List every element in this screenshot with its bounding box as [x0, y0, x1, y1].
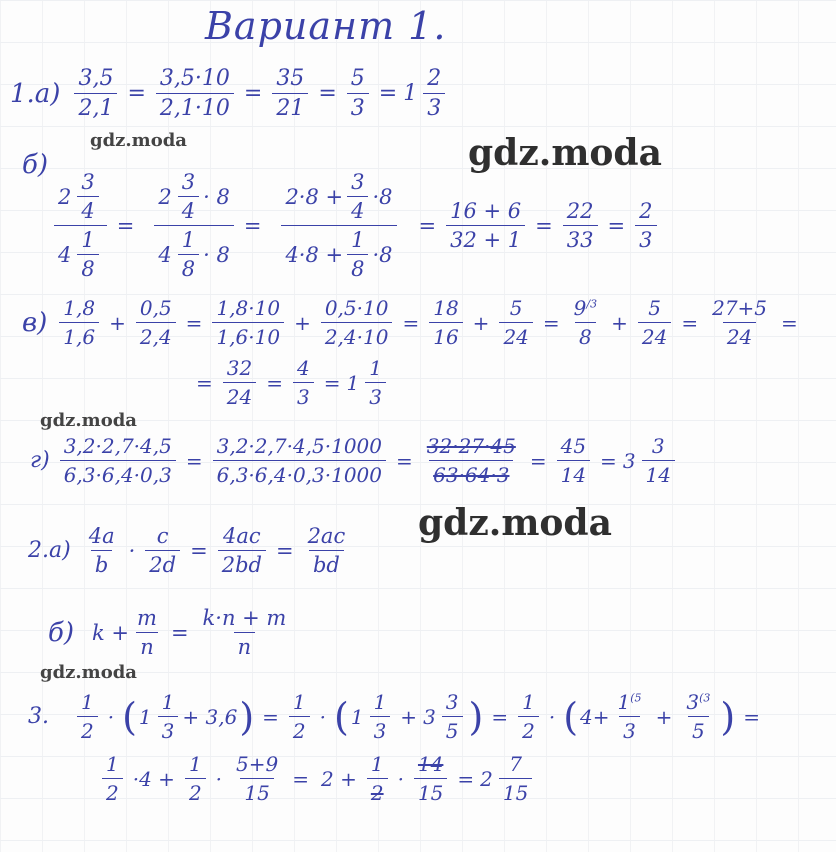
- whole-part: 1: [350, 704, 364, 729]
- problem-3-line2: [98, 752, 536, 805]
- fraction: [74, 66, 117, 121]
- denominator: 6,3·6,4·0,3·1000: [213, 460, 386, 487]
- watermark: gdz.moda: [90, 130, 187, 151]
- multiply-sign: ·: [107, 704, 115, 729]
- numerator: 1: [181, 228, 196, 252]
- numerator: 3: [351, 170, 365, 194]
- fraction: [212, 296, 284, 349]
- equals-sign: =: [323, 370, 341, 395]
- denominator: 4: [178, 196, 199, 223]
- equals-sign: =: [542, 310, 560, 335]
- fraction: [614, 690, 646, 743]
- equals-sign: =: [402, 310, 420, 335]
- mixed-number: [480, 752, 536, 805]
- numerator: 27+5: [712, 296, 768, 320]
- plus-sign: +: [472, 310, 490, 335]
- fraction: [563, 199, 598, 252]
- denominator: 1,6·10: [212, 322, 284, 349]
- numerator: 3,2·2,7·4,5: [63, 434, 172, 458]
- fraction: [102, 752, 123, 805]
- multiply-sign: ·: [319, 704, 326, 729]
- denominator: 21: [272, 93, 308, 121]
- equals-sign: =: [743, 704, 760, 729]
- numerator: 3: [445, 690, 459, 714]
- label-1g: г): [30, 448, 50, 473]
- expression-part: ·8: [372, 184, 393, 209]
- denominator: 3: [423, 93, 445, 121]
- fraction: [213, 434, 386, 487]
- fraction: [59, 296, 99, 349]
- equals-sign: =: [378, 81, 398, 106]
- numerator: 4ac: [223, 524, 261, 548]
- open-paren: (: [563, 694, 579, 739]
- fraction: [557, 434, 590, 487]
- fraction: [499, 296, 532, 349]
- multiply-sign: ·: [128, 538, 136, 563]
- denominator: 2,1: [74, 93, 117, 121]
- fraction: [154, 170, 233, 281]
- equals-sign: =: [190, 538, 208, 563]
- equals-sign: =: [170, 620, 189, 645]
- fraction: [185, 752, 206, 805]
- whole-part: 2: [58, 184, 72, 209]
- numerator: 45: [560, 434, 587, 458]
- whole-part: 1: [403, 81, 418, 106]
- equals-sign: =: [292, 766, 310, 791]
- label-1b: б): [22, 150, 49, 180]
- multiply-sign: ·: [548, 704, 556, 729]
- equals-sign: =: [491, 704, 509, 729]
- numerator: 14: [417, 752, 444, 776]
- fraction: [423, 434, 520, 487]
- reduction-mark: /3: [586, 297, 598, 311]
- open-paren: (: [122, 694, 137, 739]
- label-1a: 1.а): [10, 78, 61, 109]
- denominator: 32 + 1: [446, 225, 525, 252]
- open-paren: (: [334, 694, 349, 739]
- close-paren: ): [468, 694, 484, 739]
- numerator: 1: [522, 690, 535, 714]
- numerator: 1: [617, 690, 631, 714]
- denominator: 2d: [145, 550, 180, 577]
- numerator: 16 + 6: [450, 199, 522, 223]
- numerator: 2: [639, 199, 653, 223]
- numerator: 5+9: [236, 752, 279, 776]
- page-title: Вариант 1.: [205, 4, 447, 48]
- equals-sign: =: [243, 213, 262, 238]
- equals-sign: =: [127, 81, 146, 106]
- denominator: 2: [367, 778, 388, 805]
- denominator: 24: [223, 382, 256, 409]
- numerator: 9: [573, 296, 587, 320]
- whole-part: 3: [423, 704, 436, 729]
- equals-sign: =: [535, 213, 553, 238]
- denominator: 2,1·10: [156, 93, 234, 121]
- problem-1b: [50, 170, 661, 281]
- whole-part: 2: [158, 184, 172, 209]
- fraction: [133, 606, 161, 659]
- mixed-number: [351, 690, 394, 743]
- numerator: 35: [276, 66, 305, 91]
- denominator: 15: [499, 778, 532, 805]
- whole-part: 4: [158, 242, 172, 267]
- numerator: 1: [351, 228, 365, 252]
- numerator: 1: [369, 356, 382, 380]
- numerator: 1,8·10: [216, 296, 281, 320]
- denominator: 2,4: [136, 322, 176, 349]
- numerator: 1: [373, 690, 387, 714]
- equals-sign: =: [116, 213, 135, 238]
- whole-part: 4: [58, 242, 72, 267]
- expression-part: 4·8 +: [285, 242, 344, 267]
- label-2b: б): [48, 617, 75, 648]
- fraction: [145, 524, 180, 577]
- denominator: 8: [575, 322, 596, 349]
- watermark: gdz.moda: [40, 410, 137, 431]
- problem-1a: [10, 66, 449, 121]
- fraction: [570, 296, 601, 349]
- denominator: 2: [289, 716, 310, 743]
- multiply-sign: ·: [215, 766, 223, 791]
- equals-sign: =: [396, 448, 413, 473]
- denominator: b: [91, 550, 112, 577]
- fraction: [281, 170, 396, 281]
- fraction: [272, 66, 308, 121]
- fraction: [518, 690, 539, 743]
- denominator: 8: [347, 254, 368, 281]
- fraction: [321, 296, 393, 349]
- fraction: [638, 296, 671, 349]
- plus-sign: +: [611, 310, 628, 335]
- denominator: 3: [347, 93, 369, 121]
- fraction: [289, 690, 310, 743]
- multiply-sign: ·: [397, 766, 404, 791]
- fraction: [218, 524, 266, 577]
- numerator: 7: [509, 752, 522, 776]
- denominator: 24: [499, 322, 532, 349]
- expression-part: 4+: [580, 704, 610, 729]
- denominator: 3: [635, 225, 656, 252]
- denominator: 6,3·6,4·0,3: [60, 460, 176, 487]
- mixed-number: [346, 356, 389, 409]
- numerator: k·n + m: [202, 606, 287, 630]
- denominator: 3: [370, 716, 391, 743]
- mixed-number: [139, 690, 182, 743]
- numerator: 1: [81, 690, 94, 714]
- numerator: 1: [188, 752, 202, 776]
- numerator: 3: [181, 170, 196, 194]
- denominator: 2: [77, 716, 98, 743]
- fraction: [304, 524, 350, 577]
- mixed-number: [58, 170, 103, 223]
- fraction: [446, 199, 525, 252]
- denominator: 2bd: [218, 550, 266, 577]
- numerator: 1: [106, 752, 119, 776]
- denominator: 33: [563, 225, 598, 252]
- fraction: [60, 434, 176, 487]
- numerator: 32·27·45: [426, 434, 516, 458]
- expression-part: + 3,6: [182, 704, 238, 729]
- reduction-mark: (3: [699, 691, 711, 705]
- equals-sign: =: [243, 81, 263, 106]
- fraction: [708, 296, 771, 349]
- fraction: [54, 170, 107, 281]
- numerator: 3,5·10: [159, 66, 230, 91]
- numerator: 1: [370, 752, 384, 776]
- equals-sign: =: [781, 310, 798, 335]
- fraction: [77, 690, 98, 743]
- denominator: 3: [365, 382, 386, 409]
- expression-part: ·8: [372, 242, 393, 267]
- equals-sign: =: [185, 448, 203, 473]
- denominator: 16: [429, 322, 462, 349]
- label-1v: в): [22, 307, 48, 338]
- problem-3: [28, 690, 766, 743]
- fraction: [156, 66, 234, 121]
- denominator: 8: [77, 254, 98, 281]
- denominator: n: [136, 632, 158, 659]
- fraction: [347, 66, 369, 121]
- fraction: [635, 199, 656, 252]
- watermark: gdz.moda: [468, 132, 662, 174]
- equals-sign: =: [275, 538, 294, 563]
- denominator: 3: [619, 716, 640, 743]
- fraction: [232, 752, 282, 805]
- numerator: 5: [648, 296, 661, 320]
- denominator: 5: [688, 716, 709, 743]
- problem-1v: [22, 296, 804, 349]
- denominator: 15: [240, 778, 273, 805]
- problem-2a: [28, 524, 353, 577]
- equals-sign: =: [262, 704, 279, 729]
- numerator: 5: [350, 66, 365, 91]
- watermark: gdz.moda: [418, 502, 612, 544]
- denominator: 2,4·10: [321, 322, 393, 349]
- equals-sign: =: [318, 81, 337, 106]
- denominator: 2: [518, 716, 539, 743]
- denominator: 14: [642, 460, 675, 487]
- whole-part: 1: [138, 704, 152, 729]
- numerator: 18: [433, 296, 459, 320]
- denominator: 8: [178, 254, 199, 281]
- multiplier: · 8: [203, 242, 230, 267]
- denominator: 4: [77, 196, 98, 223]
- fraction: [414, 752, 447, 805]
- numerator: 3,5: [78, 66, 114, 91]
- denominator: 5: [442, 716, 463, 743]
- numerator: 1,8: [63, 296, 96, 320]
- expression-part: ·4 +: [132, 766, 175, 791]
- numerator: 2: [427, 66, 442, 91]
- problem-1v-line2: [190, 356, 390, 409]
- denominator: 2: [102, 778, 123, 805]
- denominator: bd: [309, 550, 344, 577]
- expression-part: 2·8 +: [285, 184, 344, 209]
- numerator: 3: [651, 434, 665, 458]
- expression-part: 2 +: [321, 766, 357, 791]
- equals-sign: =: [196, 370, 213, 395]
- numerator: m: [137, 606, 157, 630]
- numerator: 22: [566, 199, 594, 223]
- plus-sign: +: [400, 704, 418, 729]
- denominator: 63·64·3: [429, 460, 513, 487]
- whole-part: 3: [622, 448, 636, 473]
- fraction: [136, 296, 176, 349]
- denominator: n: [234, 632, 256, 659]
- problem-1g: [30, 434, 679, 487]
- numerator: 3: [81, 170, 95, 194]
- mixed-number: [623, 434, 679, 487]
- whole-part: 1: [346, 370, 360, 395]
- denominator: 15: [414, 778, 447, 805]
- denominator: 2: [185, 778, 206, 805]
- fraction: [223, 356, 256, 409]
- plus-sign: +: [109, 310, 126, 335]
- mixed-number: [58, 228, 103, 281]
- equals-sign: =: [600, 448, 617, 473]
- numerator: 3: [686, 690, 700, 714]
- equals-sign: =: [418, 213, 437, 238]
- numerator: 4a: [88, 524, 115, 548]
- numerator: 5: [509, 296, 523, 320]
- denominator: 14: [557, 460, 590, 487]
- close-paren: ): [720, 694, 736, 739]
- watermark: gdz.moda: [40, 662, 137, 683]
- equals-sign: =: [457, 766, 475, 791]
- expression-part: k +: [92, 620, 130, 645]
- problem-2b: [48, 606, 294, 659]
- fraction: [367, 752, 388, 805]
- plus-sign: +: [655, 704, 673, 729]
- fraction: [429, 296, 462, 349]
- denominator: 24: [723, 322, 756, 349]
- close-paren: ): [239, 694, 255, 739]
- numerator: 0,5·10: [324, 296, 389, 320]
- denominator: 24: [638, 322, 671, 349]
- equals-sign: =: [607, 213, 626, 238]
- numerator: 32: [226, 356, 253, 380]
- denominator: 3: [158, 716, 179, 743]
- fraction: [85, 524, 119, 577]
- equals-sign: =: [529, 448, 547, 473]
- denominator: 3: [293, 382, 314, 409]
- denominator: 4: [347, 196, 368, 223]
- numerator: 1: [81, 228, 95, 252]
- equals-sign: =: [681, 310, 699, 335]
- multiplier: · 8: [203, 184, 230, 209]
- plus-sign: +: [294, 310, 311, 335]
- numerator: 1: [161, 690, 175, 714]
- mixed-number: [423, 690, 466, 743]
- reduction-mark: (5: [630, 691, 642, 705]
- whole-part: 2: [480, 766, 493, 791]
- numerator: 4: [296, 356, 310, 380]
- numerator: 2ac: [307, 524, 346, 548]
- numerator: 0,5: [139, 296, 172, 320]
- label-2a: 2.а): [28, 538, 71, 563]
- numerator: 1: [292, 690, 306, 714]
- label-3: 3.: [28, 704, 49, 729]
- numerator: 3,2·2,7·4,5·1000: [216, 434, 382, 458]
- fraction: [682, 690, 714, 743]
- mixed-number: [403, 66, 449, 121]
- equals-sign: =: [185, 310, 203, 335]
- numerator: c: [156, 524, 169, 548]
- denominator: 1,6: [59, 322, 99, 349]
- fraction: [293, 356, 314, 409]
- fraction: [199, 606, 291, 659]
- equals-sign: =: [266, 370, 283, 395]
